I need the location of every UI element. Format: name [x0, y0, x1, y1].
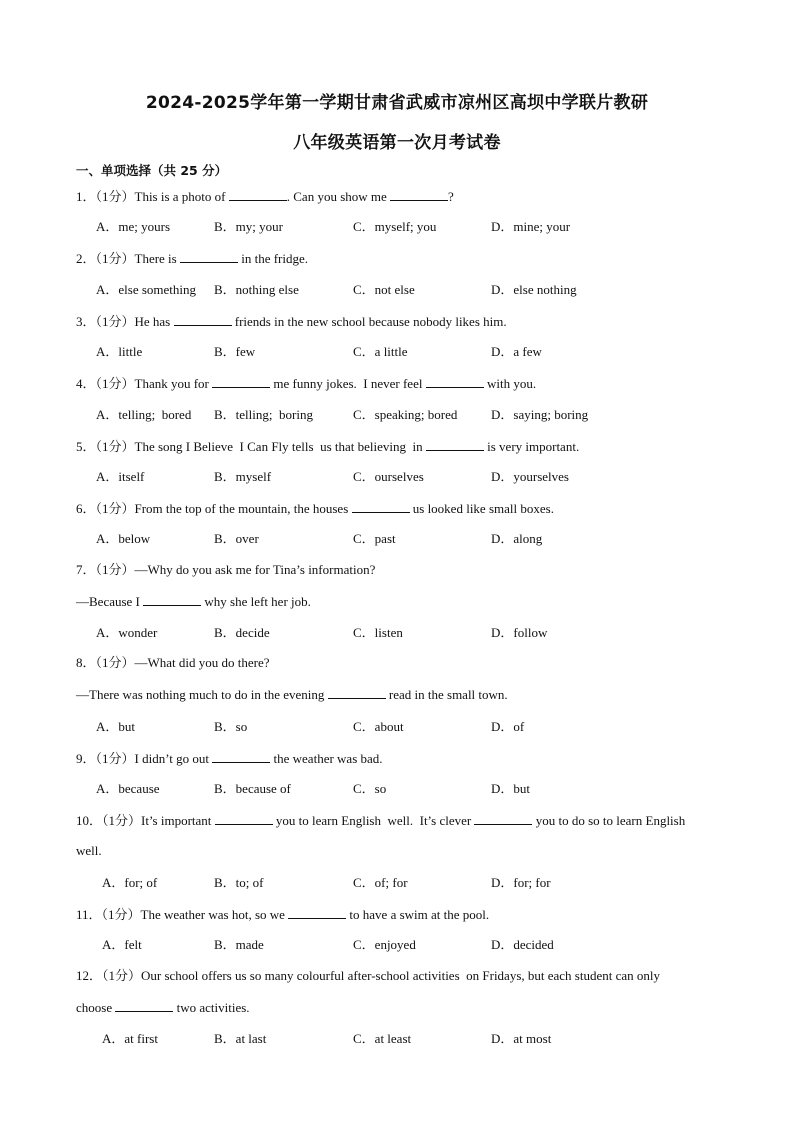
option-d: D．else nothing	[491, 282, 577, 297]
option-a: A．below	[96, 531, 151, 546]
option-d: D．yourselves	[491, 469, 569, 484]
question-10-line-2	[76, 843, 726, 859]
question-text: 4．（1分）Thank you for	[76, 376, 213, 391]
option-b: B．decide	[214, 625, 270, 640]
option-b: B．over	[214, 531, 259, 546]
answer-blank	[474, 812, 532, 825]
question-6-line-1	[76, 500, 726, 517]
option-b: B．made	[214, 937, 264, 952]
option-c: C．of; for	[353, 875, 408, 890]
option-a: A．me; yours	[96, 219, 171, 234]
question-text: 12．（1分）Our school offers us so many colourful after-school activities on Fridays, but each student can only	[76, 968, 661, 983]
option-d: D．follow	[491, 625, 548, 640]
answer-blank	[180, 250, 238, 263]
answer-blank	[212, 375, 270, 388]
option-b: B．so	[214, 719, 248, 734]
question-text: you to do so to learn English	[532, 813, 686, 828]
section-heading: 一、单项选择（共 25 分）	[76, 163, 228, 178]
option-d: D．a few	[491, 344, 542, 359]
question-7-line-1	[76, 562, 726, 578]
question-text: 5．（1分）The song I Believe I Can Fly tells us that believing in	[76, 439, 426, 454]
question-8-line-1	[76, 655, 726, 671]
question-text: friends in the new school because nobody likes him.	[231, 314, 507, 329]
option-a: A．telling; bored	[96, 407, 192, 422]
answer-blank	[212, 750, 270, 763]
option-d: D．mine; your	[491, 219, 571, 234]
question-text: 2．（1分）There is	[76, 251, 180, 266]
answer-blank	[215, 812, 273, 825]
option-b: B．my; your	[214, 219, 283, 234]
question-12-line-1	[76, 968, 726, 984]
question-10-line-1	[76, 812, 726, 829]
option-c: C．myself; you	[353, 219, 437, 234]
exam-title-line1: 2024-2025学年第一学期甘肃省武威市凉州区高坝中学联片教研	[145, 93, 649, 113]
option-a: A．felt	[102, 937, 142, 952]
option-c: C．listen	[353, 625, 403, 640]
question-text: ?	[448, 189, 454, 204]
question-text: is very important.	[483, 439, 580, 454]
option-b: B．because of	[214, 781, 291, 796]
question-4-line-1	[76, 375, 726, 392]
option-b: B．telling; boring	[214, 407, 313, 422]
question-1-line-1	[76, 188, 726, 205]
answer-blank	[143, 593, 201, 606]
answer-blank	[426, 375, 484, 388]
exam-title-line2: 八年级英语第一次月考试卷	[293, 133, 501, 153]
question-3-line-1	[76, 313, 726, 330]
option-c: C．ourselves	[353, 469, 424, 484]
option-d: D．but	[491, 781, 531, 796]
option-b: B．nothing else	[214, 282, 299, 297]
answer-blank	[115, 999, 173, 1012]
question-text: 8．（1分）—What did you do there?	[76, 655, 270, 670]
question-text: . Can you show me	[286, 189, 391, 204]
question-11-line-1	[76, 906, 726, 923]
question-8-line-2	[76, 686, 726, 703]
question-text: well.	[76, 843, 102, 858]
question-7-line-2	[76, 593, 726, 610]
question-2-line-1	[76, 250, 726, 267]
answer-blank	[229, 188, 287, 201]
option-a: A．else something	[96, 282, 197, 297]
option-c: C．past	[353, 531, 396, 546]
question-text: us looked like small boxes.	[409, 501, 554, 516]
option-a: A．itself	[96, 469, 145, 484]
answer-blank	[352, 500, 410, 513]
option-d: D．saying; boring	[491, 407, 589, 422]
option-a: A．wonder	[96, 625, 158, 640]
answer-blank	[328, 686, 386, 699]
question-text: 11．（1分）The weather was hot, so we	[76, 907, 289, 922]
question-text: with you.	[483, 376, 537, 391]
option-c: C．at least	[353, 1031, 412, 1046]
answer-blank	[426, 438, 484, 451]
question-text: read in the small town.	[385, 687, 508, 702]
option-c: C．so	[353, 781, 387, 796]
question-text: 10．（1分）It’s important	[76, 813, 215, 828]
option-b: B．myself	[214, 469, 272, 484]
answer-blank	[390, 188, 448, 201]
answer-blank	[288, 906, 346, 919]
option-b: B．few	[214, 344, 256, 359]
option-c: C．about	[353, 719, 404, 734]
question-text: in the fridge.	[237, 251, 309, 266]
question-text: choose	[76, 1000, 116, 1015]
question-text: to have a swim at the pool.	[346, 907, 490, 922]
option-d: D．at most	[491, 1031, 552, 1046]
option-a: A．because	[96, 781, 160, 796]
question-5-line-1	[76, 438, 726, 455]
option-d: D．for; for	[491, 875, 551, 890]
option-c: C．not else	[353, 282, 415, 297]
question-text: 1．（1分）This is a photo of	[76, 189, 229, 204]
option-c: C．a little	[353, 344, 408, 359]
option-d: D．decided	[491, 937, 554, 952]
question-text: the weather was bad.	[270, 751, 383, 766]
option-b: B．at last	[214, 1031, 267, 1046]
option-d: D．along	[491, 531, 543, 546]
option-a: A．for; of	[102, 875, 158, 890]
option-c: C．enjoyed	[353, 937, 416, 952]
option-a: A．little	[96, 344, 143, 359]
option-d: D．of	[491, 719, 525, 734]
question-9-line-1	[76, 750, 726, 767]
question-12-line-2	[76, 999, 726, 1016]
option-a: A．but	[96, 719, 136, 734]
question-text: —There was nothing much to do in the evening	[76, 687, 328, 702]
question-text: —Because I	[76, 594, 144, 609]
question-text: 3．（1分）He has	[76, 314, 174, 329]
option-a: A．at first	[102, 1031, 158, 1046]
option-c: C．speaking; bored	[353, 407, 458, 422]
question-text: 6．（1分）From the top of the mountain, the houses	[76, 501, 352, 516]
question-text: you to learn English well. It’s clever	[272, 813, 475, 828]
question-text: 9．（1分）I didn’t go out	[76, 751, 213, 766]
answer-blank	[174, 313, 232, 326]
option-b: B．to; of	[214, 875, 264, 890]
question-text: why she left her job.	[201, 594, 311, 609]
question-text: two activities.	[173, 1000, 250, 1015]
question-text: me funny jokes. I never feel	[270, 376, 426, 391]
question-text: 7．（1分）—Why do you ask me for Tina’s information?	[76, 562, 376, 577]
